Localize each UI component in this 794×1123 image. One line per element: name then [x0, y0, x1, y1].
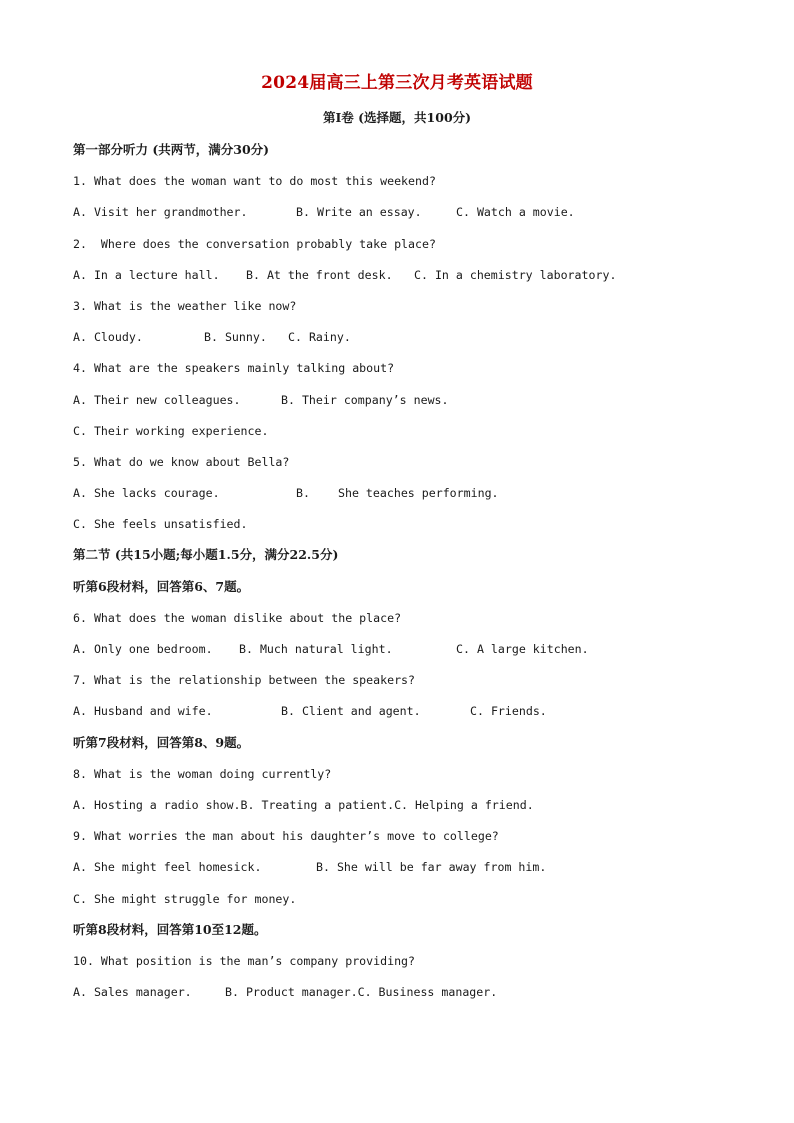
q7-stem: 7. What is the relationship between the speakers?: [73, 673, 416, 688]
q4-option-b: B. Their company’s news.: [281, 392, 449, 407]
q1-option-c: C. Watch a movie.: [456, 205, 575, 220]
q1-options: [73, 202, 763, 233]
q2-option-b: B. At the front desk.: [246, 267, 393, 282]
group8-heading: 听第8段材料，回答第10至12题。: [73, 921, 267, 937]
q9-stem: 9. What worries the man about his daughter’s move to college?: [73, 829, 499, 844]
q7-option-a: A. Husband and wife.: [73, 704, 213, 719]
q10-option-a: A. Sales manager.: [73, 985, 192, 1000]
q2-options: [73, 265, 763, 296]
q10-stem: 10. What position is the man’s company providing?: [73, 953, 416, 968]
section2-heading: 第二节 (共15小题;每小题1.5分，满分22.5分): [73, 547, 339, 563]
q3-option-b: B. Sunny.: [204, 330, 267, 345]
part1-heading: 第一部分听力 (共两节，满分30分): [73, 142, 270, 157]
group7-heading: 听第7段材料，回答第8、9题。: [73, 734, 250, 750]
q8-options: A. Hosting a radio show.B. Treating a patient.C. Helping a friend.: [73, 797, 534, 812]
exam-title: 2024届高三上第三次月考英语试题: [261, 73, 533, 93]
q5-option-a: A. She lacks courage.: [73, 486, 220, 501]
q4-option-c: C. Their working experience.: [73, 423, 269, 438]
q6-option-a: A. Only one bedroom.: [73, 642, 213, 656]
q4-stem: 4. What are the speakers mainly talking about?: [73, 361, 395, 376]
q6-stem: 6. What does the woman dislike about the place?: [73, 610, 402, 625]
q3-stem: 3. What is the weather like now?: [73, 298, 297, 313]
q5-option-b: B.: [296, 486, 310, 501]
q5-options: [73, 483, 763, 514]
q3-option-a: A. Cloudy.: [73, 330, 143, 345]
q2-stem: 2. Where does the conversation probably take place?: [73, 236, 436, 251]
q4-option-a: A. Their new colleagues.: [73, 392, 241, 407]
q6-option-c: C. A large kitchen.: [456, 642, 589, 656]
q10-options: [73, 982, 763, 1013]
q7-option-c: C. Friends.: [470, 704, 547, 719]
exam-content: [73, 140, 763, 1013]
q2-option-c: C. In a chemistry laboratory.: [414, 267, 617, 282]
q3-options: [73, 327, 763, 358]
q6-options: [73, 639, 763, 670]
q8-stem: 8. What is the woman doing currently?: [73, 766, 332, 781]
q7-option-b: B. Client and agent.: [281, 704, 421, 719]
q1-option-b: B. Write an essay.: [296, 205, 422, 220]
q9-option-a: A. She might feel homesick.: [73, 860, 262, 875]
q10-option-bc: B. Product manager.C. Business manager.: [225, 985, 498, 1000]
q4-options: [73, 390, 763, 421]
q7-options: [73, 701, 763, 732]
q9-option-b: B. She will be far away from him.: [316, 860, 547, 875]
q3-option-c: C. Rainy.: [288, 330, 351, 345]
q2-option-a: A. In a lecture hall.: [73, 267, 220, 282]
exam-subtitle: 第I卷 (选择题，共100分): [322, 110, 472, 125]
q1-stem: 1. What does the woman want to do most this weekend?: [73, 174, 436, 189]
q9-options: [73, 857, 763, 888]
group6-heading: 听第6段材料，回答第6、7题。: [73, 578, 250, 594]
q1-option-a: A. Visit her grandmother.: [73, 205, 248, 220]
q6-option-b: B. Much natural light.: [239, 642, 393, 656]
q5-option-b-text: She teaches performing.: [338, 486, 499, 501]
q9-option-c: C. She might struggle for money.: [73, 891, 297, 906]
q5-stem: 5. What do we know about Bella?: [73, 454, 290, 469]
q5-option-c: C. She feels unsatisfied.: [73, 517, 248, 532]
